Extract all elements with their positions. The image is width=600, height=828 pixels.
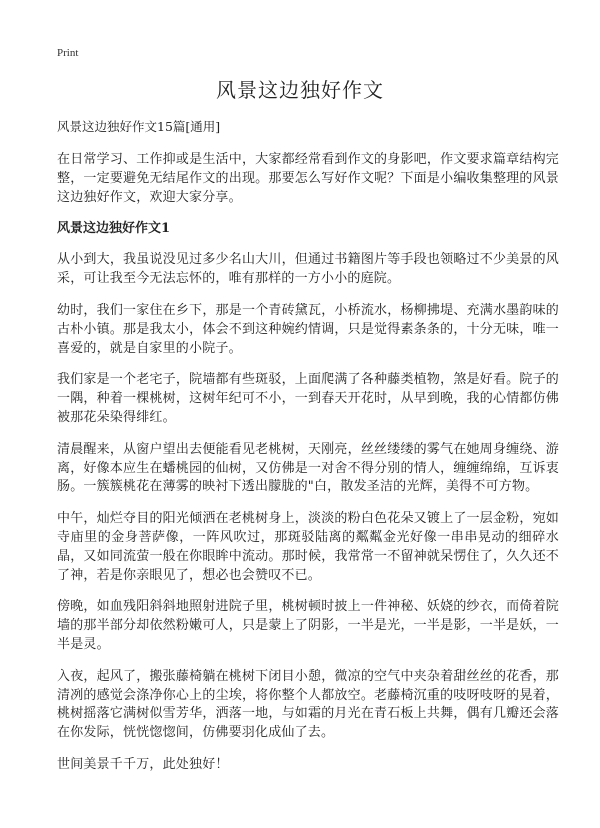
page-title: 风景这边独好作文 [216, 78, 384, 102]
article-paragraph: 幼时，我们一家住在乡下，那是一个青砖黛瓦，小桥流水，杨柳拂堤、充满水墨韵味的古朴小镇。那是我太小，体会不到这种婉约情调，只是觉得素条条的，十分无味，唯一喜爱的，就是自家里的小院子。 [57, 302, 559, 356]
intro-paragraph: 在日常学习、工作抑或是生活中，大家都经常看到作文的身影吧，作文要求篇章结构完整，一定要避免无结尾作文的出现。那要怎么写好作文呢？下面是小编收集整理的风景这边独好作文，欢迎大家分享。 [57, 152, 559, 205]
section-heading: 风景这边独好作文1 [57, 221, 171, 237]
article-paragraph: 从小到大，我虽说没见过多少名山大川，但通过书籍图片等手段也领略过不少美景的风采，可让我至今无法忘怀的，唯有那样的一方小小的庭院。 [57, 252, 559, 287]
article-paragraph: 中午，灿烂夺目的阳光倾洒在老桃树身上，淡淡的粉白色花朵又镀上了一层金粉，宛如寺庙里的金身菩萨像，一阵风吹过，那斑驳陆离的粼粼金光好像一串串晃动的细碎水晶，又如同流萤一般在你眼眸中流动。那时候，我常常一不留神就呆愣住了，久久还不了神，若是你亲眼见了，想必也会赞叹不已。 [57, 511, 559, 583]
article-paragraph: 我们家是一个老宅子，院墙都有些斑驳，上面爬满了各种藤类植物，煞是好看。院子的一隅，种着一棵桃树，这树年纪可不小，一到春天开花时，从早到晚，我的心情都仿佛被那花朵染得绯红。 [57, 372, 559, 425]
article-paragraph: 傍晚，如血残阳斜斜地照射进院子里，桃树顿时披上一件神秘、妖娆的纱衣，而倚着院墙的那半部分却依然粉嫩可人，只是蒙上了阴影，一半是光，一半是影，一半是妖，一半是灵。 [57, 599, 559, 652]
print-link[interactable]: Print [57, 47, 79, 59]
article-paragraph: 清晨醒来，从窗户望出去便能看见老桃树，天刚亮，丝丝缕缕的雾气在她周身缠绕、游离，好像本应生在蟠桃园的仙树，又仿佛是一对舍不得分别的情人，缠缠绵绵，互诉衷肠。一簇簇桃花在薄雾的映衬下透出朦胧的"白，散发圣洁的光辉，美得不可方物。 [57, 441, 559, 495]
article-paragraph: 入夜，起风了，搬张藤椅躺在桃树下闭目小憩，微凉的空气中夹杂着甜丝丝的花香，那清冽的感觉会涤净你心上的尘埃，将你整个人都放空。老藤椅沉重的吱呀吱呀的晃着，桃树摇落它满树似雪芳华，洒落一地，与如霜的月光在青石板上共舞，偶有几瓣还会落在你发际，恍恍惚惚间，仿佛要羽化成仙了去。 [57, 668, 559, 741]
article-paragraph: 世间美景千千万，此处独好！ [57, 756, 229, 772]
document-subtitle: 风景这边独好作文15篇[通用] [57, 119, 221, 134]
article-body [57, 151, 559, 788]
